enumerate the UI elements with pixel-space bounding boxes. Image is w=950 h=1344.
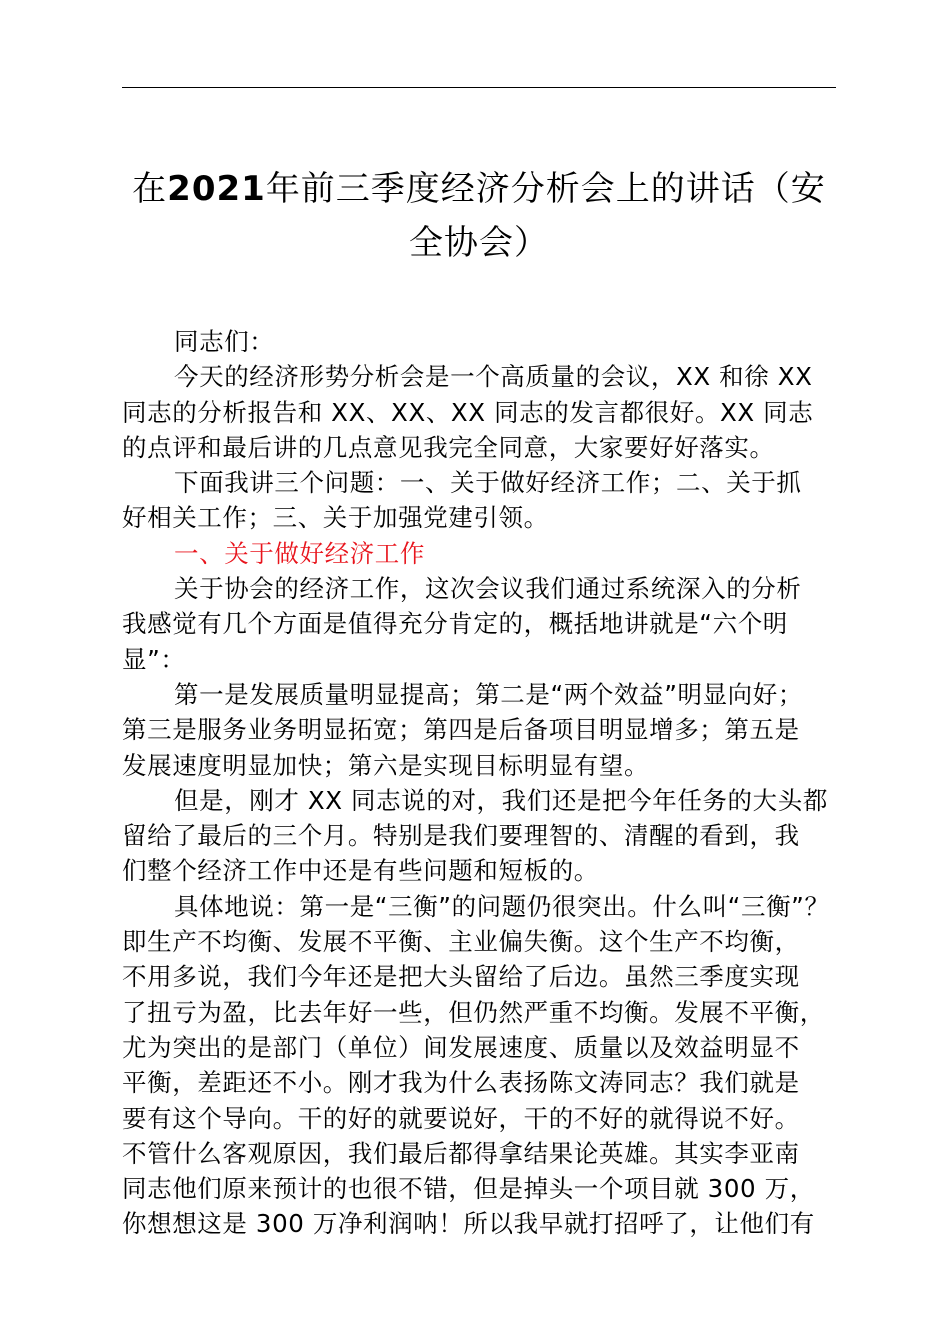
body-line: 第一是发展质量明显提高；第二是“两个效益”明显向好； — [174, 679, 803, 709]
body-line: 平衡，差距还不小。刚才我为什么表扬陈文涛同志？我们就是 — [122, 1068, 800, 1098]
body-line: 同志的分析报告和 XX、XX、XX 同志的发言都很好。XX 同志 — [122, 397, 814, 427]
body-line: 你想想这是 300 万净利润呐！所以我早就打招呼了，让他们有 — [122, 1209, 815, 1239]
section-heading: 一、关于做好经济工作 — [174, 538, 425, 568]
body-line: 但是，刚才 XX 同志说的对，我们还是把今年任务的大头都 — [174, 785, 828, 815]
body-line: 具体地说：第一是“三衡”的问题仍很突出。什么叫“三衡”？ — [174, 891, 830, 921]
body-line: 关于协会的经济工作，这次会议我们通过系统深入的分析 — [174, 574, 802, 604]
document-title — [122, 162, 836, 270]
body-line: 第三是服务业务明显拓宽；第四是后备项目明显增多；第五是 — [122, 715, 800, 745]
body-line: 同志他们原来预计的也很不错，但是掉头一个项目就 300 万， — [122, 1174, 815, 1204]
body-line: 尤为突出的是部门（单位）间发展速度、质量以及效益明显不 — [122, 1032, 800, 1062]
body-line: 同志们： — [174, 327, 275, 356]
body-line: 的点评和最后讲的几点意见我完全同意，大家要好好落实。 — [122, 432, 775, 462]
body-line: 我感觉有几个方面是值得充分肯定的，概括地讲就是“六个明 — [122, 609, 788, 639]
body-line: 显”： — [122, 644, 186, 674]
body-line: 发展速度明显加快；第六是实现目标明显有望。 — [122, 750, 650, 780]
title-line-2: 全协会） — [409, 223, 549, 263]
body-line: 下面我讲三个问题：一、关于做好经济工作；二、关于抓 — [174, 468, 802, 498]
body-line: 要有这个导向。干的好的就要说好，干的不好的就得说不好。 — [122, 1103, 800, 1133]
body-line: 即生产不均衡、发展不平衡、主业偏失衡。这个生产不均衡， — [122, 927, 800, 957]
title-line1-rest: 年前三季度经济分析会上的讲话（安 — [265, 169, 826, 209]
body-line: 好相关工作；三、关于加强党建引领。 — [122, 503, 549, 533]
body-line: 不用多说，我们今年还是把大头留给了后边。虽然三季度实现 — [122, 962, 800, 992]
body-line: 们整个经济工作中还是有些问题和短板的。 — [122, 856, 599, 886]
title-line-1 — [122, 162, 836, 216]
title-year: 2021 — [167, 169, 266, 209]
body-line: 不管什么客观原因，我们最后都得拿结果论英雄。其实李亚南 — [122, 1138, 800, 1168]
body-line: 了扭亏为盈，比去年好一些，但仍然严重不均衡。发展不平衡， — [122, 997, 825, 1027]
body-line: 今天的经济形势分析会是一个高质量的会议，XX 和徐 XX — [174, 362, 813, 392]
title-prefix: 在 — [132, 169, 168, 209]
body-line: 留给了最后的三个月。特别是我们要理智的、清醒的看到，我 — [122, 821, 800, 851]
document-body — [122, 324, 838, 1242]
header-rule — [122, 87, 836, 88]
